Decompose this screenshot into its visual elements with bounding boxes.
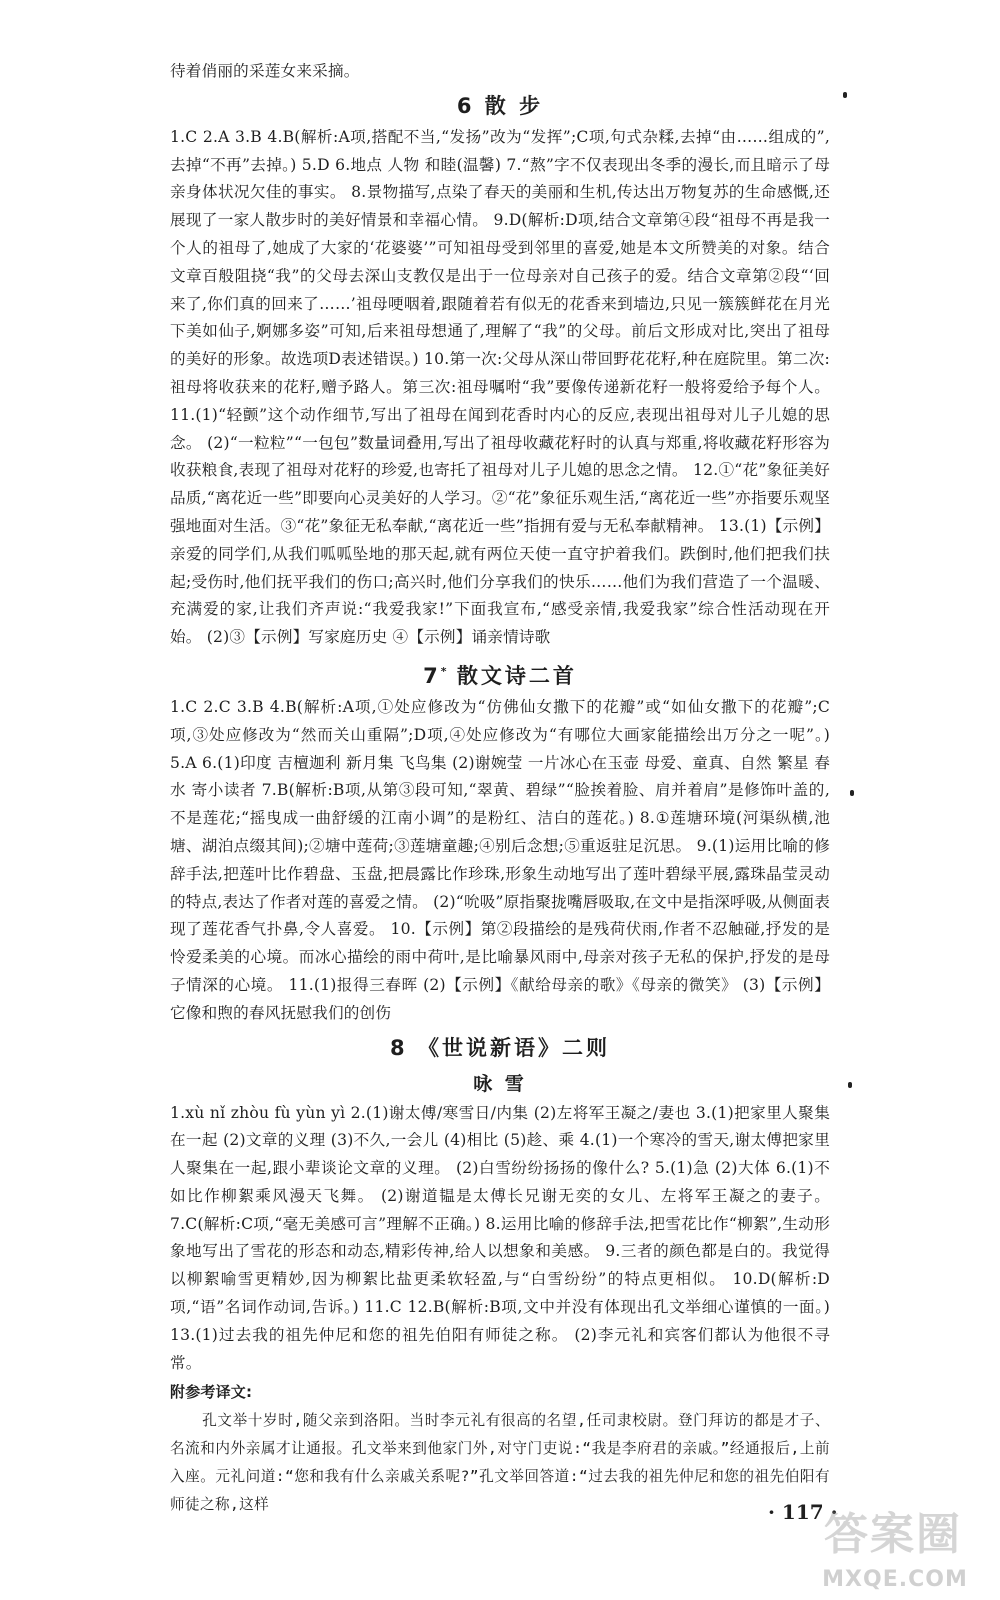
page-number: · 117 · <box>768 1500 838 1524</box>
section-7-name: 散文诗二首 <box>456 663 577 688</box>
scan-speck <box>843 92 847 98</box>
section-7-number: 7 <box>423 663 441 688</box>
appendix-label: 附参考译文: <box>170 1383 253 1402</box>
section-7-star: * <box>440 664 447 678</box>
appendix-translation: 孔文举十岁时,随父亲到洛阳。当时李元礼有很高的名望,任司隶校尉。登门拜访的都是才子、名流和内外亲属才让通报。孔文举来到他家门外,对守门吏说:“我是李府君的亲戚。”经通报后,上前入座。元礼问道:“您和我有什么亲戚关系呢?”孔文举回答道:“过去我的祖先仲尼和您的祖先伯阳有师徒之称,这样 <box>170 1412 830 1513</box>
watermark-logo: 答案圈 <box>824 1509 962 1560</box>
watermark-url: MXQE.COM <box>822 1567 968 1592</box>
section-8-answers: 1.xù nǐ zhòu fù yùn yì 2.(1)谢太傅/寒雪日/内集 (2)左将军王凝之/妻也 3.(1)把家里人聚集在一起 (2)文章的义理 (3)不久,一会儿 (4)相比 (5)趁、乘 4.(1)一个寒冷的雪天,谢太傅把家里人聚集在一起,跟小辈谈论文章的义理。 (2)白雪纷纷扬扬的像什么? 5.(1)急 (2)大体 6.(1)不如比作柳絮乘风漫天飞舞。 (2)谢道韫是太傅长兄谢无奕的女儿、左将军王凝之的妻子。 7.C(解析:C项,“毫无美感可言”理解不正确。) 8.运用比喻的修辞手法,把雪花比作“柳絮”,生动形象地写出了雪花的形态和动态,精彩传神,给人以想象和美感。 9.三者的颜色都是白的。我觉得以柳絮喻雪更精妙,因为柳絮比盐更柔软轻盈,与“白雪纷纷”的特点更相似。 10.D(解析:D项,“语”名词作动词,告诉。) 11.C 12.B(解析:B项,文中并没有体现出孔文举细心谨慎的一面。) 13.(1)过去我的祖先仲尼和您的祖先伯阳有师徒之称。 (2)李元礼和宾客们都认为他很不寻常。 <box>170 1103 830 1372</box>
section-7-answers: 1.C 2.C 3.B 4.B(解析:A项,①处应修改为“仿佛仙女撒下的花瓣”或“如仙女撒下的花瓣”;C项,③处应修改为“然而关山重隔”;D项,④处应修改为“有哪位大画家能描绘出万分之一呢”。) 5.A 6.(1)印度 吉檀迦利 新月集 飞鸟集 (2)谢婉莹 一片冰心在玉壶 母爱、童真、自然 繁星 春水 寄小读者 7.B(解析:B项,从第③段可知,“翠黄、碧绿”“脸挨着脸、肩并着肩”是修饰叶盖的,不是莲花;“摇曳成一曲舒缓的江南小调”的是粉红、洁白的莲花。) 8.①莲塘环境(河渠纵横,池塘、湖泊点缀其间);②塘中莲荷;③莲塘童趣;④别后念想;⑤重返驻足沉思。 9.(1)运用比喻的修辞手法,把莲叶比作碧盘、玉盘,把晨露比作珍珠,形象生动地写出了莲叶碧绿平展,露珠晶莹灵动的特点,表达了作者对莲的喜爱之情。 (2)“吮吸”原指聚拢嘴唇吸取,在文中是指深呼吸,从侧面表现了莲花香气扑鼻,令人喜爱。 10.【示例】第②段描绘的是残荷伏雨,作者不忍触碰,抒发的是怜爱柔美的心境。而冰心描绘的雨中荷叶,是比喻暴风雨中,母亲对孩子无私的保护,抒发的是母子情深的心境。 11.(1)报得三春晖 (2)【示例】《献给母亲的歌》《母亲的微笑》 (3)【示例】它像和煦的春风抚慰我们的创伤 <box>170 697 830 1022</box>
section-6-title: 6 散 步 <box>456 93 544 118</box>
answer-page <box>170 58 830 1518</box>
section-7-title <box>170 654 830 694</box>
scan-speck <box>848 1082 852 1088</box>
section-8-subtitle: 咏 雪 <box>473 1072 527 1095</box>
scan-speck <box>850 790 854 796</box>
section-8-title: 8 《世说新语》二则 <box>390 1035 610 1060</box>
watermark <box>800 1490 990 1594</box>
intro-line: 待着俏丽的采莲女来采摘。 <box>170 62 360 80</box>
section-6-answers: 1.C 2.A 3.B 4.B(解析:A项,搭配不当,“发扬”改为“发挥”;C项,句式杂糅,去掉“由……组成的”,去掉“不再”去掉。) 5.D 6.地点 人物 和睦(温馨) 7.“熬”字不仅表现出冬季的漫长,而且暗示了母亲身体状况欠佳的事实。 8.景物描写,点染了春天的美丽和生机,传达出万物复苏的生命感慨,还展现了一家人散步时的美好情景和幸福心情。 9.D(解析:D项,结合文章第④段“祖母不再是我一个人的祖母了,她成了大家的‘花婆婆’”可知祖母受到邻里的喜爱,她是本文所赞美的对象。结合文章百般阻挠“我”的父母去深山支教仅是出于一位母亲对自己孩子的爱。结合文章第②段“‘回来了,你们真的回来了……’祖母哽咽着,跟随着若有似无的花香来到墙边,只见一簇簇鲜花在月光下美如仙子,婀娜多姿”可知,后来祖母想通了,理解了“我”的父母。前后文形成对比,突出了祖母的美好的形象。故选项D表述错误。) 10.第一次:父母从深山带回野花花籽,种在庭院里。第二次:祖母将收获来的花籽,赠予路人。第三次:祖母嘱咐“我”要像传递新花籽一般将爱给予每个人。 11.(1)“轻颤”这个动作细节,写出了祖母在闻到花香时内心的反应,表现出祖母对儿子儿媳的思念。 (2)“一粒粒”“一包包”数量词叠用,写出了祖母收藏花籽时的认真与郑重,将收藏花籽形容为收获粮食,表现了祖母对花籽的珍爱,也寄托了祖母对儿子儿媳的思念之情。 12.①“花”象征美好品质,“离花近一些”即要向心灵美好的人学习。②“花”象征乐观生活,“离花近一些”亦指要乐观坚强地面对生活。③“花”象征无私奉献,“离花近一些”指拥有爱与无私奉献精神。 13.(1)【示例】亲爱的同学们,从我们呱呱坠地的那天起,就有两位天使一直守护着我们。跌倒时,他们把我们扶起;受伤时,他们抚平我们的伤口;高兴时,他们分享我们的快乐……他们为我们营造了一个温暖、充满爱的家,让我们齐声说:“我爱我家!”下面我宣布,“感受亲情,我爱我家”综合性活动现在开始。 (2)③【示例】写家庭历史 ④【示例】诵亲情诗歌 <box>170 127 830 647</box>
